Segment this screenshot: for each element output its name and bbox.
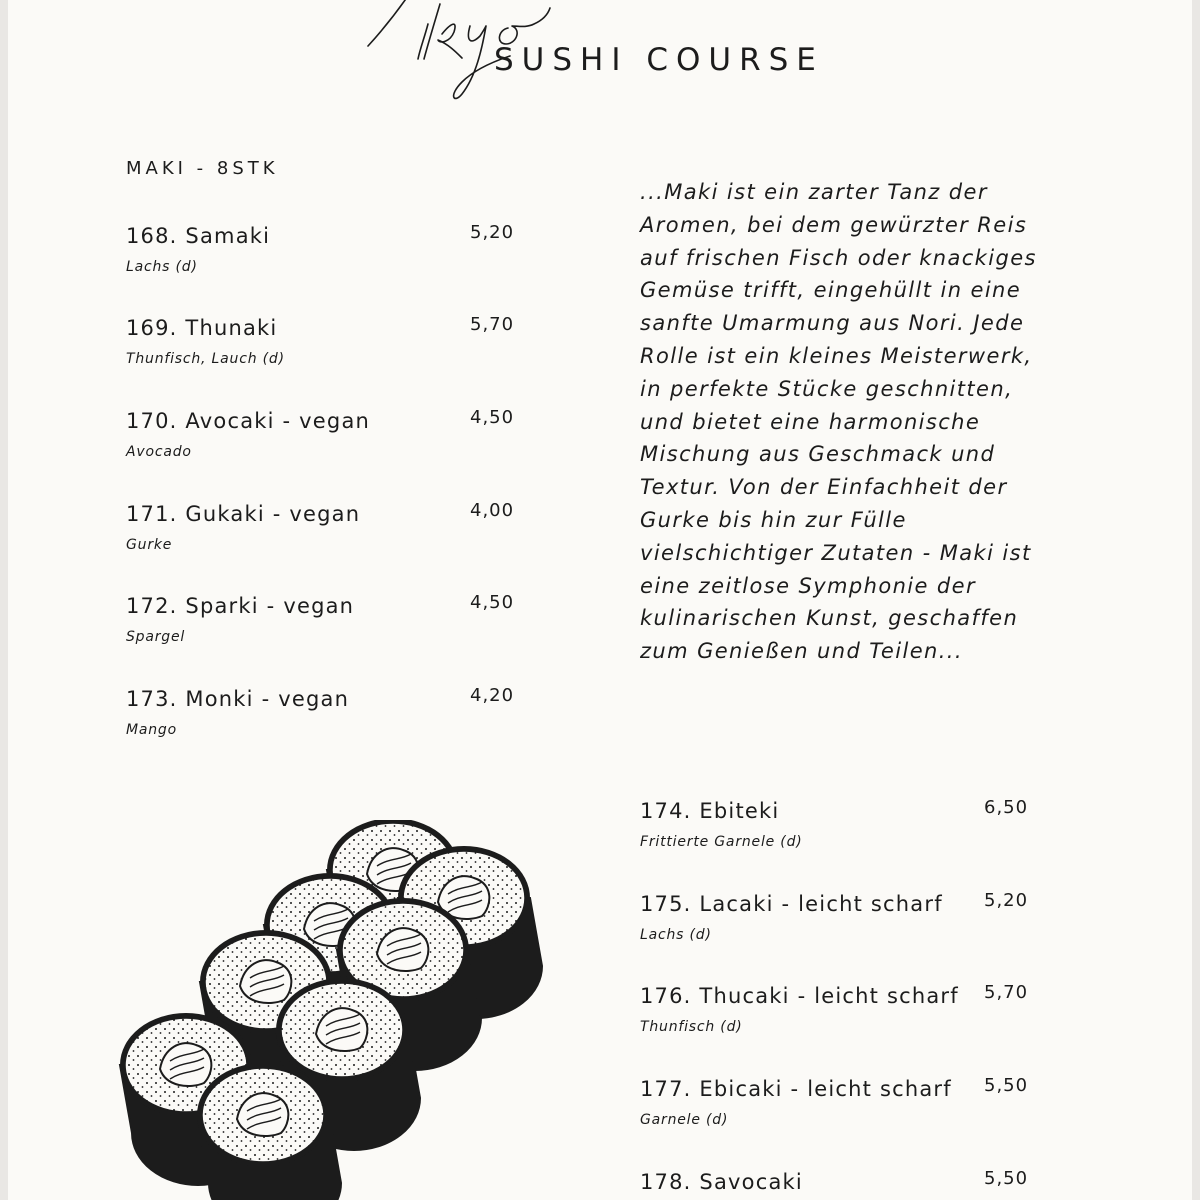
item-name: 171. Gukaki - vegan	[126, 502, 361, 526]
item-name: 170. Avocaki - vegan	[126, 409, 371, 433]
item-price: 5,50	[984, 1075, 1029, 1096]
item-name: 173. Monki - vegan	[126, 687, 350, 711]
item-name: 175. Lacaki - leicht scharf	[640, 892, 943, 916]
item-description: Frittierte Garnele (d)	[640, 834, 803, 850]
item-description: Garnele (d)	[640, 1112, 729, 1128]
item-name: 168. Samaki	[126, 224, 271, 248]
menu-page	[8, 0, 1192, 1200]
item-name: 177. Ebicaki - leicht scharf	[640, 1077, 952, 1101]
section-heading: MAKI - 8STK	[126, 158, 279, 179]
page-title: SUSHI COURSE	[494, 42, 824, 78]
item-price: 5,20	[470, 222, 515, 243]
item-price: 4,50	[470, 407, 515, 428]
item-description: Mango	[126, 722, 177, 738]
item-description: Lachs (d)	[126, 259, 198, 275]
item-price: 4,20	[470, 685, 515, 706]
item-name: 169. Thunaki	[126, 316, 278, 340]
item-description: Thunfisch (d)	[640, 1019, 743, 1035]
item-description: Thunfisch, Lauch (d)	[126, 351, 285, 367]
item-price: 4,00	[470, 500, 515, 521]
item-description: Spargel	[126, 629, 186, 645]
item-name: 178. Savocaki	[640, 1170, 803, 1194]
item-price: 4,50	[470, 592, 515, 613]
item-description: Lachs (d)	[640, 927, 712, 943]
item-price: 5,70	[984, 982, 1029, 1003]
item-name: 174. Ebiteki	[640, 799, 780, 823]
item-description: Gurke	[126, 537, 173, 553]
sushi-rolls-illustration	[118, 820, 548, 1200]
item-price: 5,20	[984, 890, 1029, 911]
item-name: 172. Sparki - vegan	[126, 594, 355, 618]
intro-paragraph: ...Maki ist ein zarter Tanz der Aromen, bei dem gewürzter Reis auf frischen Fisch oder knackiges Gemüse trifft, eingehüllt in eine sanfte Umarmung aus Nori. Jede Rolle ist ein kleines Meisterwerk, in perfekte Stücke geschnitten, und bietet eine harmonische Mischung aus Geschmack und Textur. Von der Einfachheit der Gurke bis hin zur Fülle vielschichtiger Zutaten - Maki ist eine zeitlose Symphonie der kulinarischen Kunst, geschaffen zum Genießen und Teilen...	[640, 180, 1037, 664]
item-description: Avocado	[126, 444, 192, 460]
item-name: 176. Thucaki - leicht scharf	[640, 984, 959, 1008]
item-price: 5,50	[984, 1168, 1029, 1189]
item-price: 5,70	[470, 314, 515, 335]
item-price: 6,50	[984, 797, 1029, 818]
